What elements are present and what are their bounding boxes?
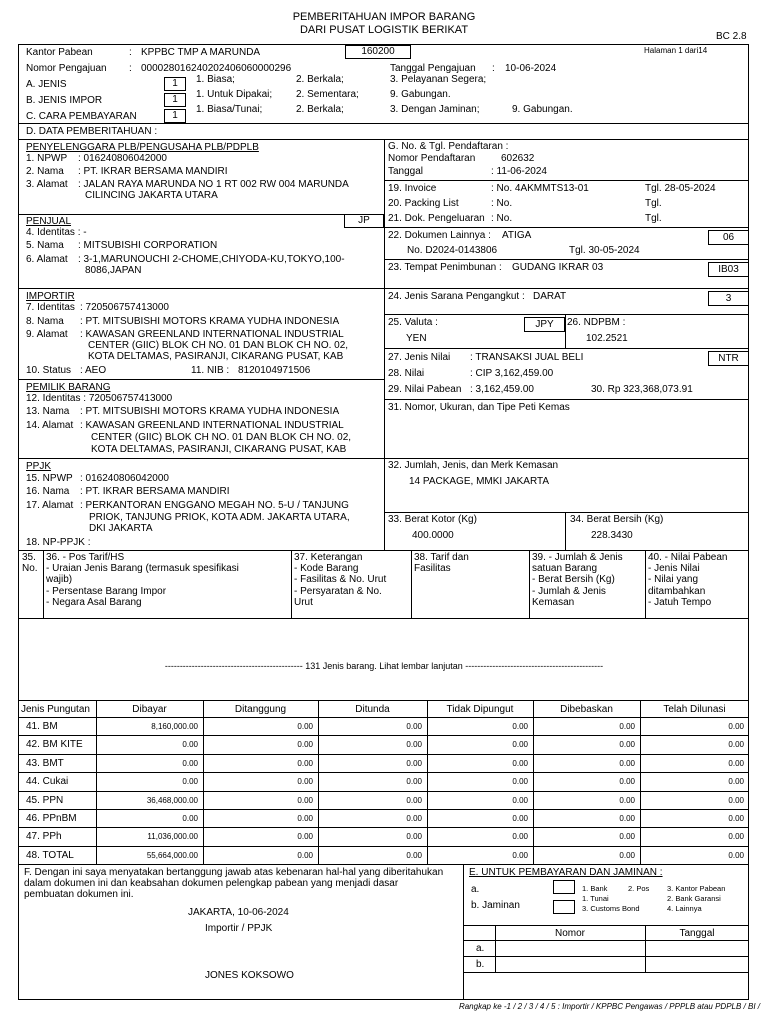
berat-bersih-value: 228.3430: [591, 530, 633, 541]
pungutan-value: 0.00: [619, 832, 635, 842]
pungutan-value: 0.00: [512, 740, 528, 750]
pungutan-value: 0.00: [728, 795, 744, 805]
pungutan-value: 0.00: [619, 850, 635, 860]
alamat-value: : PERKANTORAN ENGGANO MEGAH NO. 5-U / TANJUNG: [80, 500, 349, 511]
ndpbm-label: 26. NDPBM :: [567, 317, 626, 328]
dok-lain-code: 06: [708, 230, 749, 245]
pemilik-id: 12. Identitas : 720506757413000: [26, 393, 173, 404]
col-40: - Jenis Nilai: [648, 563, 700, 574]
pungutan-value: 0.00: [728, 850, 744, 860]
nib-value: 8120104971506: [238, 365, 311, 376]
col-header: Tidak Dipungut: [446, 704, 514, 715]
page-number: Halaman 1 dari14: [644, 46, 708, 55]
pungutan-value: 0.00: [297, 850, 313, 860]
sarana-code: 3: [708, 291, 749, 306]
nib-label: 11. NIB :: [191, 365, 230, 376]
pembayaran-heading: E. UNTUK PEMBAYARAN DAN JAMINAN :: [469, 867, 663, 878]
col-37: - Kode Barang: [294, 563, 359, 574]
footer-rangkap: Rangkap ke -1 / 2 / 3 / 4 / 5 : Importir / KPPBC Pengawas / PPPLB atau PDPLB / BI /: [458, 1002, 760, 1011]
status-value: : AEO: [80, 365, 107, 376]
alamat-value: CILINCING JAKARTA UTARA: [85, 190, 218, 201]
pungutan-value: 8,160,000.00: [151, 722, 198, 731]
np-ppjk-label: 18. NP-PPJK :: [26, 537, 91, 548]
pungutan-value: 0.00: [297, 740, 313, 750]
pungutan-value: 0.00: [512, 850, 528, 860]
pungutan-value: 0.00: [406, 777, 422, 787]
pembayaran-row-a: a.: [476, 943, 485, 954]
pungutan-name: 47. PPh: [26, 831, 62, 843]
id-value: : 720506757413000: [80, 302, 169, 313]
npwp-label: 15. NPWP: [26, 473, 73, 484]
alamat-value: KOTA DELTAMAS, PASIRANJI, CIKARANG PUSAT, KAB: [88, 351, 344, 362]
kantor-code-box: 160200: [345, 45, 411, 59]
pungutan-name: 43. BMT: [26, 757, 64, 769]
packing-date: Tgl.: [645, 198, 662, 209]
alamat-label: 3. Alamat: [26, 179, 68, 190]
pungutan-name: 44. Cukai: [26, 776, 69, 788]
ppjk-heading: PPJK: [26, 461, 52, 472]
pembayaran-opt: 3. Kantor Pabean: [667, 884, 726, 893]
pungutan-value: 0.00: [512, 758, 528, 768]
tanggal-header: Tanggal: [679, 928, 715, 939]
col-38: 38. Tarif dan: [414, 552, 469, 563]
pungutan-value: 0.00: [406, 722, 422, 731]
pungutan-value: 0.00: [728, 814, 744, 823]
timbun-value: GUDANG IKRAR 03: [512, 262, 604, 273]
pungutan-value: 0.00: [406, 758, 422, 768]
kemasan-label: 32. Jumlah, Jenis, dan Merk Kemasan: [388, 460, 559, 471]
penjual-country: JP: [344, 214, 384, 228]
pungutan-value: 0.00: [512, 795, 528, 805]
row-divider: [18, 772, 749, 773]
pungutan-value: 0.00: [512, 722, 528, 731]
nama-label: 16. Nama: [26, 486, 70, 497]
jenis-opt: 1. Biasa;: [196, 74, 235, 85]
col-36: - Negara Asal Barang: [46, 597, 142, 608]
col-35: No.: [22, 563, 38, 574]
dok-label: 21. Dok. Pengeluaran: [388, 213, 485, 224]
pungutan-value: 0.00: [512, 777, 528, 787]
pungutan-value: 0.00: [182, 814, 198, 823]
nama-value: : MITSUBISHI CORPORATION: [78, 240, 218, 251]
alamat-value: CENTER (GIIC) BLOK CH NO. 01 DAN BLOK CH NO. 02,: [91, 432, 352, 443]
jenis-opt: 3. Pelayanan Segera;: [390, 74, 487, 85]
npwp-value: : 016240806042000: [78, 153, 167, 164]
jenis-impor-opt: 2. Sementara;: [296, 89, 359, 100]
cara-opt: 1. Biasa/Tunai;: [196, 104, 263, 115]
valuta-value: YEN: [406, 333, 427, 344]
cara-label: C. CARA PEMBAYARAN: [26, 111, 137, 122]
nama-value: : PT. MITSUBISHI MOTORS KRAMA YUDHA INDONESIA: [80, 316, 340, 327]
jenis-nilai-code: NTR: [708, 351, 749, 366]
timbun-code: IB03: [708, 262, 749, 277]
row-divider: [18, 791, 749, 792]
alamat-value: CENTER (GIIC) BLOK CH NO. 01 DAN BLOK CH NO. 02,: [88, 340, 349, 351]
pemilik-heading: PEMILIK BARANG: [26, 382, 111, 393]
col-header: Ditanggung: [234, 704, 287, 715]
pungutan-value: 0.00: [182, 758, 198, 768]
pungutan-value: 0.00: [619, 814, 635, 823]
ndpbm-value: 102.2521: [586, 333, 628, 344]
jenis-label: A. JENIS: [26, 79, 67, 90]
berat-kotor-value: 400.0000: [412, 530, 454, 541]
nama-label: 8. Nama: [26, 316, 64, 327]
packing-label: 20. Packing List: [388, 198, 459, 209]
pembayaran-a-box[interactable]: [553, 880, 575, 894]
pungutan-value: 0.00: [297, 758, 313, 768]
peti-kemas-label: 31. Nomor, Ukuran, dan Tipe Peti Kemas: [388, 402, 570, 413]
packing-value: : No.: [491, 198, 513, 209]
col-35: 35.: [22, 552, 36, 563]
invoice-date: Tgl. 28-05-2024: [645, 183, 716, 194]
jenis-impor-opt: 1. Untuk Dipakai;: [196, 89, 273, 100]
pungutan-value: 0.00: [619, 758, 635, 768]
alamat-label: 6. Alamat: [26, 254, 68, 265]
nama-value: : PT. MITSUBISHI MOTORS KRAMA YUDHA INDONESIA: [80, 406, 340, 417]
pungutan-name: 41. BM: [26, 721, 58, 732]
pungutan-value: 0.00: [297, 722, 313, 731]
pungutan-name: 48. TOTAL: [26, 849, 74, 861]
pungutan-value: 0.00: [406, 795, 422, 805]
npwp-value: : 016240806042000: [80, 473, 169, 484]
col-header: Dibayar: [132, 704, 167, 715]
jenis-impor-box: 1: [164, 93, 186, 107]
col-header: Ditunda: [355, 704, 390, 715]
alamat-value: : KAWASAN GREENLAND INTERNATIONAL INDUSTRIAL: [80, 329, 344, 340]
jenis-impor-label: B. JENIS IMPOR: [26, 95, 103, 106]
pungutan-value: 0.00: [406, 832, 422, 842]
col-38: Fasilitas: [414, 563, 451, 574]
kantor-value: KPPBC TMP A MARUNDA: [141, 47, 261, 58]
tanggal-pengajuan-label: Tanggal Pengajuan: [390, 63, 476, 74]
jenis-nilai-value: : TRANSAKSI JUAL BELI: [470, 352, 584, 363]
jenis-nilai-label: 27. Jenis Nilai: [388, 352, 451, 363]
col-39: 39. - Jumlah & Jenis: [532, 552, 623, 563]
col-39: satuan Barang: [532, 563, 598, 574]
pembayaran-b: b. Jaminan: [471, 900, 520, 911]
pungutan-value: 0.00: [297, 814, 313, 823]
row-divider: [18, 809, 749, 810]
pungutan-value: 36,468,000.00: [146, 795, 198, 805]
col-36: - Persentase Barang Impor: [46, 586, 167, 597]
pungutan-name: 45. PPN: [26, 794, 64, 806]
importir-heading: IMPORTIR: [26, 291, 75, 302]
pembayaran-row-b: b.: [476, 959, 485, 970]
pembayaran-opt: 3. Customs Bond: [582, 904, 640, 913]
berat-bersih-label: 34. Berat Bersih (Kg): [570, 514, 664, 525]
row-divider: [18, 827, 749, 828]
alamat-label: 17. Alamat: [26, 500, 74, 511]
alamat-value: : 3-1,MARUNOUCHI 2-CHOME,CHIYODA-KU,TOKYO,100-: [78, 254, 345, 265]
tanggal-pendaftaran-value: : 11-06-2024: [491, 166, 547, 177]
declaration-role: Importir / PPJK: [205, 923, 273, 934]
nilai-pabean-value: : 3,162,459.00: [470, 384, 534, 395]
dok-lain-date: Tgl. 30-05-2024: [569, 245, 640, 256]
penyelenggara-heading: PENYELENGGARA PLB/PENGUSAHA PLB/PDPLB: [26, 142, 259, 153]
form-code: BC 2.8: [716, 31, 747, 42]
pungutan-value: 0.00: [619, 722, 635, 731]
continuation-note: ---------------------------------------------- 131 Jenis barang. Lihat lembar lanjutan ----------------------------------------------: [164, 661, 604, 671]
col-40: - Nilai yang: [648, 574, 699, 585]
row-divider: [18, 735, 749, 736]
dok-date: Tgl.: [645, 213, 662, 224]
alamat-value: : JALAN RAYA MARUNDA NO 1 RT 002 RW 004 MARUNDA: [78, 179, 349, 190]
kemasan-value: 14 PACKAGE, MMKI JAKARTA: [409, 476, 550, 487]
pungutan-value: 0.00: [182, 740, 198, 750]
pembayaran-a: a.: [471, 884, 480, 895]
col-header: Telah Dilunasi: [663, 704, 726, 715]
pungutan-value: 11,036,000.00: [147, 832, 198, 842]
pungutan-value: 0.00: [728, 740, 744, 750]
nilai-label: 28. Nilai: [388, 368, 425, 379]
declaration-text: pembuatan dokumen ini.: [24, 889, 134, 900]
npwp-label: 1. NPWP: [26, 153, 68, 164]
colon: :: [129, 47, 132, 58]
pungutan-value: 0.00: [728, 758, 744, 768]
col-37: - Fasilitas & No. Urut: [294, 574, 387, 585]
pungutan-value: 0.00: [619, 795, 635, 805]
pembayaran-opt: 2. Bank Garansi: [667, 894, 721, 903]
nomor-pendaftaran-value: 602632: [501, 153, 535, 164]
pungutan-value: 0.00: [297, 795, 313, 805]
penjual-id: 4. Identitas : -: [26, 227, 87, 238]
alamat-value: PRIOK, TANJUNG PRIOK, KOTA ADM. JAKARTA UTARA,: [89, 512, 350, 523]
col-40: - Jatuh Tempo: [648, 597, 712, 608]
alamat-value: DKI JAKARTA: [89, 523, 153, 534]
alamat-value: KOTA DELTAMAS, PASIRANJI, CIKARANG PUSAT, KAB: [91, 444, 347, 455]
timbun-label: 23. Tempat Penimbunan :: [388, 262, 502, 273]
pungutan-value: 0.00: [406, 814, 422, 823]
nama-value: : PT. IKRAR BERSAMA MANDIRI: [78, 166, 228, 177]
alamat-label: 9. Alamat: [26, 329, 68, 340]
dok-lain-value: ATIGA: [502, 230, 532, 241]
nama-label: 2. Nama: [26, 166, 64, 177]
nomor-pengajuan-label: Nomor Pengajuan: [26, 63, 107, 74]
nama-label: 13. Nama: [26, 406, 70, 417]
row-divider: [18, 754, 749, 755]
col-37: Urut: [294, 597, 313, 608]
pungutan-value: 0.00: [619, 777, 635, 787]
pembayaran-opt: 1. Bank: [582, 884, 608, 893]
col-40: ditambahkan: [648, 586, 706, 597]
tanggal-pengajuan-value: 10-06-2024: [505, 63, 557, 74]
pungutan-value: 0.00: [728, 832, 744, 842]
nilai-pabean-label: 29. Nilai Pabean: [388, 384, 462, 395]
pungutan-value: 0.00: [406, 740, 422, 750]
jenis-box: 1: [164, 77, 186, 91]
col-40: 40. - Nilai Pabean: [648, 552, 728, 563]
alamat-value: : KAWASAN GREENLAND INTERNATIONAL INDUSTRIAL: [80, 420, 344, 431]
dok-lain-no: No. D2024-0143806: [407, 245, 498, 256]
dok-value: : No.: [491, 213, 513, 224]
cara-opt: 9. Gabungan.: [512, 104, 573, 115]
nomor-pengajuan-value: 000028016240202406060000296: [141, 63, 292, 74]
nama-label: 5. Nama: [26, 240, 64, 251]
berat-kotor-label: 33. Berat Kotor (Kg): [388, 514, 477, 525]
declaration-text: F. Dengan ini saya menyatakan bertanggung jawab atas kebenaran hal-hal yang diberitahukan: [24, 867, 444, 878]
pembayaran-opt: 1. Tunai: [582, 894, 609, 903]
alamat-value: 8086,JAPAN: [85, 265, 142, 276]
valuta-code: JPY: [524, 317, 565, 332]
col-header: Jenis Pungutan: [21, 704, 90, 715]
nomor-pendaftaran-label: Nomor Pendaftaran: [388, 153, 476, 164]
pungutan-value: 0.00: [512, 832, 528, 842]
pembayaran-opt: 4. Lainnya: [667, 904, 702, 913]
nomor-header: Nomor: [554, 928, 585, 939]
col-header: Dibebaskan: [560, 704, 613, 715]
pendaftaran-label: G. No. & Tgl. Pendaftaran :: [388, 141, 509, 152]
invoice-label: 19. Invoice: [388, 183, 437, 194]
tanggal-pendaftaran-label: Tanggal: [388, 166, 424, 177]
pungutan-value: 0.00: [297, 777, 313, 787]
dok-lain-label: 22. Dokumen Lainnya :: [388, 230, 491, 241]
pungutan-value: 0.00: [512, 814, 528, 823]
col-39: - Jumlah & Jenis: [532, 586, 606, 597]
pungutan-value: 0.00: [728, 777, 744, 787]
pungutan-value: 0.00: [406, 850, 422, 860]
col-36: - Uraian Jenis Barang (termasuk spesifikasi: [46, 563, 239, 574]
declaration-place-date: JAKARTA, 10-06-2024: [188, 907, 289, 918]
pungutan-value: 55,664,000.00: [146, 850, 198, 860]
sarana-value: DARAT: [533, 291, 567, 302]
form-title: PEMBERITAHUAN IMPOR BARANG: [292, 11, 476, 23]
cara-opt: 2. Berkala;: [296, 104, 344, 115]
cara-opt: 3. Dengan Jaminan;: [390, 104, 480, 115]
colon: :: [129, 63, 132, 74]
status-label: 10. Status: [26, 365, 72, 376]
penjual-heading: PENJUAL: [26, 216, 72, 227]
col-36: wajib): [46, 574, 73, 585]
pembayaran-b-box[interactable]: [553, 900, 575, 914]
signer-name: JONES KOKSOWO: [205, 970, 294, 981]
pungutan-value: 0.00: [297, 832, 313, 842]
sarana-label: 24. Jenis Sarana Pengangkut :: [388, 291, 525, 302]
valuta-label: 25. Valuta :: [388, 317, 438, 328]
kantor-label: Kantor Pabean: [26, 47, 93, 58]
pungutan-name: 46. PPnBM: [26, 813, 77, 824]
nilai-value: : CIP 3,162,459.00: [470, 368, 554, 379]
pungutan-value: 0.00: [728, 722, 744, 731]
col-39: - Berat Bersih (Kg): [532, 574, 615, 585]
nama-value: : PT. IKRAR BERSAMA MANDIRI: [80, 486, 230, 497]
colon: :: [492, 63, 495, 74]
col-36: 36. - Pos Tarif/HS: [46, 552, 125, 563]
form-subtitle: DARI PUSAT LOGISTIK BERIKAT: [299, 24, 469, 36]
pungutan-name: 42. BM KITE: [26, 739, 83, 751]
nilai-pabean-rp: 30. Rp 323,368,073.91: [591, 384, 693, 395]
pungutan-value: 0.00: [182, 777, 198, 787]
section-d-heading: D. DATA PEMBERITAHUAN :: [26, 126, 158, 137]
declaration-text: dalam dokumen ini dan keabsahan dokumen pelengkap pabean yang menjadi dasar: [24, 878, 399, 889]
id-label: 7. Identitas: [26, 302, 75, 313]
pembayaran-opt: 2. Pos: [628, 884, 650, 893]
jenis-opt: 2. Berkala;: [296, 74, 344, 85]
alamat-label: 14. Alamat: [26, 420, 74, 431]
row-divider: [18, 846, 749, 847]
col-37: - Persyaratan & No.: [294, 586, 382, 597]
pungutan-value: 0.00: [619, 740, 635, 750]
col-39: Kemasan: [532, 597, 575, 608]
invoice-value: : No. 4AKMMTS13-01: [491, 183, 589, 194]
jenis-impor-opt: 9. Gabungan.: [390, 89, 451, 100]
col-37: 37. Keterangan: [294, 552, 363, 563]
cara-box: 1: [164, 109, 186, 123]
